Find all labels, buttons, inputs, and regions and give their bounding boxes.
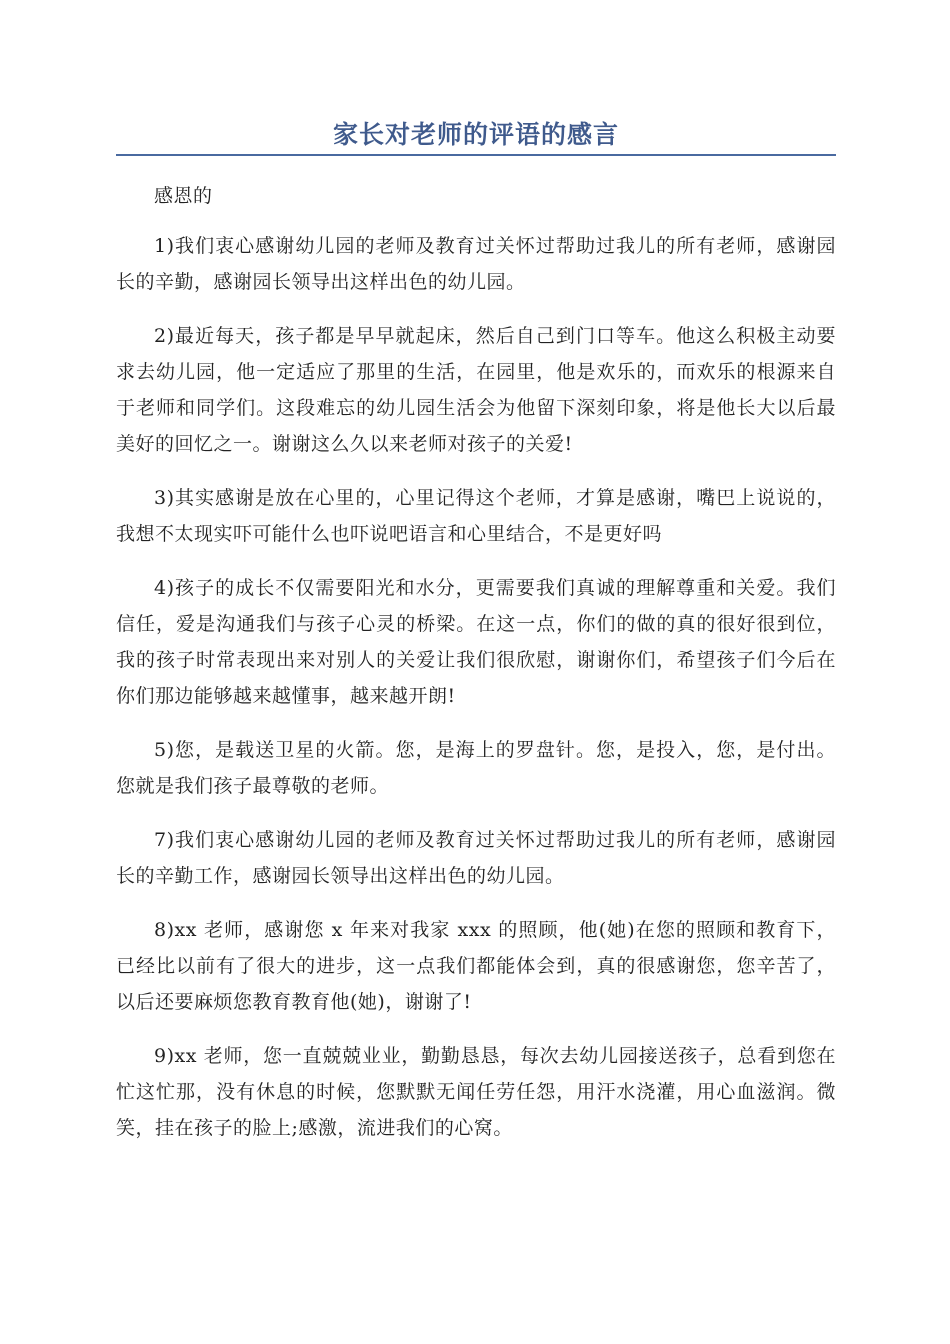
paragraph-9: 9)xx 老师，您一直兢兢业业，勤勤恳恳，每次去幼儿园接送孩子，总看到您在忙这忙那，没有休息的时候，您默默无闻任劳任怨，用汗水浇灌，用心血滋润。微笑，挂在孩子的脸上;感激，流进我们的心窝。 (116, 1045, 836, 1139)
document-body (116, 178, 836, 1146)
paragraph-2: 2)最近每天，孩子都是早早就起床，然后自己到门口等车。他这么积极主动要求去幼儿园，他一定适应了那里的生活，在园里，他是欢乐的，而欢乐的根源来自于老师和同学们。这段难忘的幼儿园生活会为他留下深刻印象，将是他长大以后最美好的回忆之一。谢谢这么久以来老师对孩子的关爱! (116, 325, 836, 455)
page-title: 家长对老师的评语的感言 (332, 120, 619, 149)
paragraph-5: 5)您，是载送卫星的火箭。您，是海上的罗盘针。您，是投入，您，是付出。您就是我们孩子最尊敬的老师。 (116, 739, 836, 797)
paragraph-8: 8)xx 老师，感谢您 x 年来对我家 xxx 的照顾，他(她)在您的照顾和教育下，已经比以前有了很大的进步，这一点我们都能体会到，真的很感谢您，您辛苦了，以后还要麻烦您教育教育他(她)，谢谢了! (116, 919, 836, 1013)
paragraph-3: 3)其实感谢是放在心里的，心里记得这个老师，才算是感谢，嘴巴上说说的，我想不太现实吓可能什么也吓说吧语言和心里结合，不是更好吗 (116, 487, 836, 545)
document-page (116, 0, 836, 1164)
paragraph-7: 7)我们衷心感谢幼儿园的老师及教育过关怀过帮助过我儿的所有老师，感谢园长的辛勤工作，感谢园长领导出这样出色的幼儿园。 (116, 829, 836, 887)
section-heading: 感恩的 (154, 185, 213, 207)
title-underline (116, 154, 836, 156)
paragraph-4: 4)孩子的成长不仅需要阳光和水分，更需要我们真诚的理解尊重和关爱。我们信任，爱是沟通我们与孩子心灵的桥梁。在这一点，你们的做的真的很好很到位，我的孩子时常表现出来对别人的关爱让我们很欣慰，谢谢你们，希望孩子们今后在你们那边能够越来越懂事，越来越开朗! (116, 577, 836, 707)
paragraph-1: 1)我们衷心感谢幼儿园的老师及教育过关怀过帮助过我儿的所有老师，感谢园长的辛勤，感谢园长领导出这样出色的幼儿园。 (116, 235, 836, 293)
